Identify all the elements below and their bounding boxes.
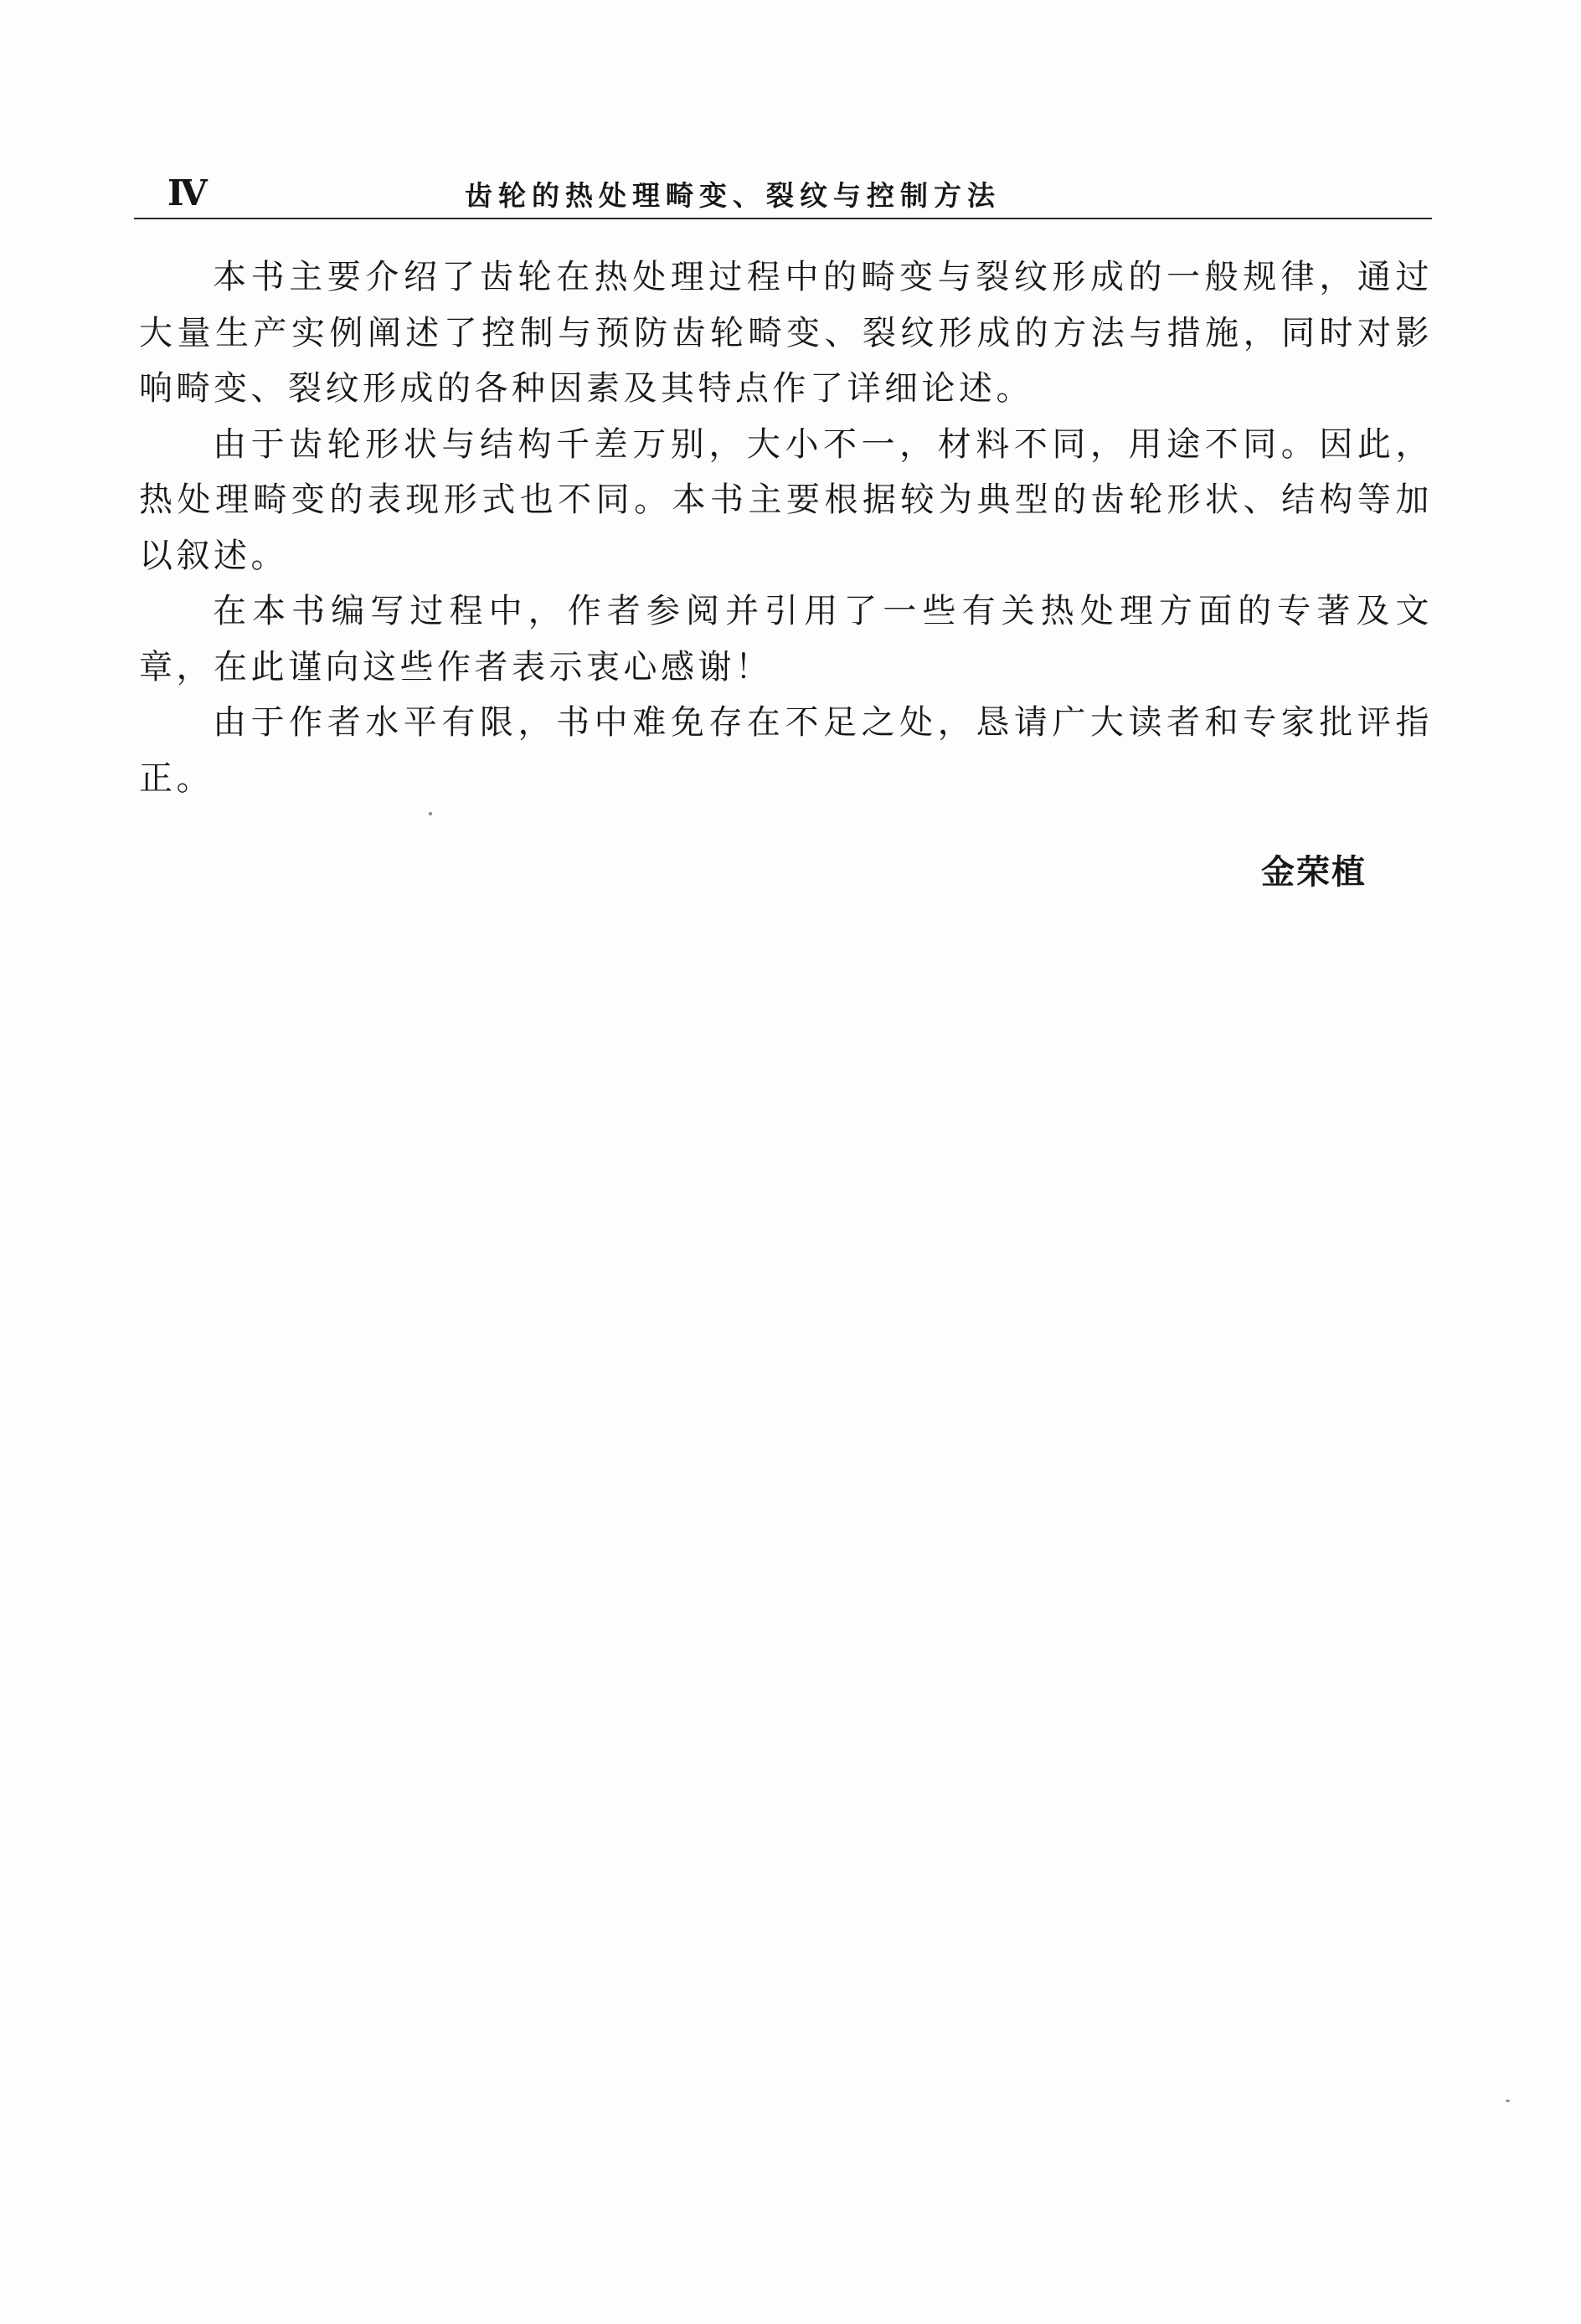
author-signature: 金荣植 bbox=[1261, 853, 1367, 892]
preface-body bbox=[139, 249, 1433, 806]
running-title: 齿轮的热处理畸变、裂纹与控制方法 bbox=[465, 179, 1001, 212]
paragraph: 由于齿轮形状与结构千差万别，大小不一，材料不同，用途不同。因此，热处理畸变的表现形式也不同。本书主要根据较为典型的齿轮形状、结构等加以叙述。 bbox=[139, 424, 1433, 575]
scan-speck bbox=[1506, 2100, 1510, 2102]
page-header bbox=[134, 157, 1432, 219]
paragraph: 由于作者水平有限，书中难免存在不足之处，恳请广大读者和专家批评指正。 bbox=[139, 703, 1433, 798]
paragraph: 在本书编写过程中，作者参阅并引用了一些有关热处理方面的专著及文章，在此谨向这些作者表示衷心感谢！ bbox=[139, 592, 1433, 686]
paragraph: 本书主要介绍了齿轮在热处理过程中的畸变与裂纹形成的一般规律，通过大量生产实例阐述了控制与预防齿轮畸变、裂纹形成的方法与措施，同时对影响畸变、裂纹形成的各种因素及其特点作了详细论述。 bbox=[139, 258, 1433, 408]
scan-speck bbox=[429, 812, 432, 815]
page-number: Ⅳ bbox=[167, 175, 206, 213]
